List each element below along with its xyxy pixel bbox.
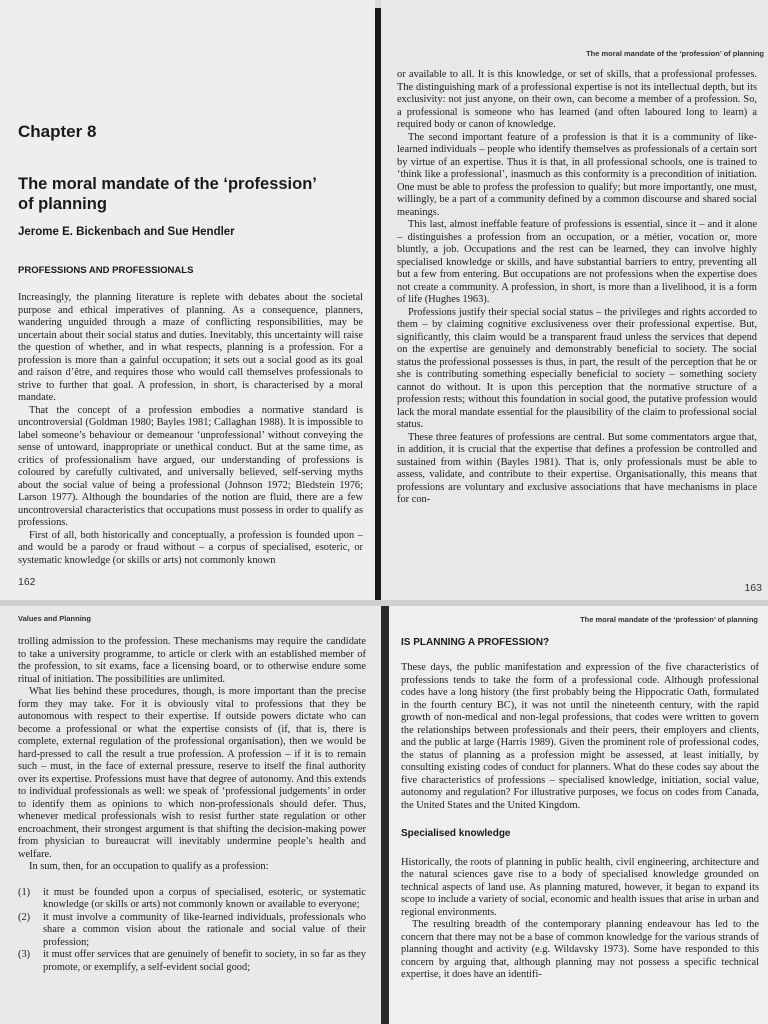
binding-gutter-bottom [381,606,389,1024]
page-165-body [401,662,759,982]
paragraph: The second important feature of a profession is that it is a community of like-learned individuals – people who identify themselves as professionals of a certain sort by virtue of an expertise. Thus it is that, in all professional schools, one is trained to ‘think like a professional’, inasmuch as this conformity is a precondition of initiation. One must be able to profess the profession to qualify; but more importantly, one must, willingly, be a part of a community defined by a common discourse and shared social meanings. [397,131,757,218]
page-162 [0,0,375,600]
section-heading-professions: PROFESSIONS AND PROFESSIONALS [18,265,194,276]
running-head: The moral mandate of the ‘profession’ of planning [580,615,758,624]
section-heading-planning-profession: IS PLANNING A PROFESSION? [401,637,550,648]
page-165 [389,606,768,1024]
chapter-title-line-2: of planning [18,195,107,213]
paragraph: In sum, then, for an occupation to qualify as a profession: [29,861,269,872]
list-item-number: (1) [18,886,31,898]
page-164-body [18,636,366,974]
chapter-authors: Jerome E. Bickenbach and Sue Hendler [18,226,235,238]
running-head: The moral mandate of the ‘profession’ of planning [586,49,764,58]
list-item-text: it must involve a community of like-learned individuals, professionals who share a common vision about the rationale and social value of their profession; [43,911,366,948]
chapter-label: Chapter 8 [18,122,97,141]
list-item-number: (2) [18,911,31,923]
subheading-specialised-knowledge: Specialised knowledge [401,828,511,839]
page-162-body [18,292,363,567]
paragraph: The resulting breadth of the contemporary planning endeavour has led to the concern that there may not be a base of common knowledge for the various strands of planning thought and activity (e.g. Wildavsky 1973). Some have responded to this concern by arguing that, although planning may not possess a specific technical expertise, it does have an identifi- [401,919,759,980]
paragraph: trolling admission to the profession. These mechanisms may require the candidate to take a university programme, to article or clerk with an established member of the profession, to sit exams, face a licensing board, or to otherwise endure some ritual of initiation. The possibilities are unlimited. [18,636,366,685]
list-item-number: (3) [18,949,31,960]
page-164 [0,606,381,1024]
list-item-text: it must offer services that are genuinely of benefit to society, in so far as they promote, or exemplify, a self-evident social good; [43,949,366,973]
binding-gutter-top [375,8,381,600]
paragraph: This last, almost ineffable feature of professions is essential, since it – and it alone – distinguishes a profession from an occupation, or a métier, vocation or, more bluntly, a job. Occupations and the rest can be learned, they can involve highly specialised knowledge or skills, and have substantial barriers to entry, preventing all but a few from entering. But occupations are not professions when the expertise does not create a community. A profession, in short, is more than a livelihood, it is a form of life (Hughes 1963). [397,219,757,305]
paragraph: That the concept of a profession embodies a normative standard is uncontroversial (Goldman 1980; Bayles 1981; Callaghan 1988). It is impossible to label someone’s behaviour or demeanour ‘unprofessional’ without conveying the sense of untoward, inappropriate or unethical conduct. But at the same time, as critics of professionalism have argued, our understanding of professions is coloured by carefully cultivated, and universally believed, self-serving myths about the social value of being a professional (Johnson 1972; Bledstein 1976; Larson 1977). Although the boundaries of the notion are fluid, there are a few uncontroversial characteristics that occupations must possess in order to qualify as professions. [18,404,363,528]
paragraph: What lies behind these procedures, though, is more important than the precise form they may take. For it is obviously vital to professions that they be autonomous with respect to their expertise. If outside powers dictate who can become a professional or what the expertise consists of (if, that is, there is complete, external regulation of the professional organisation), then we would be hard-pressed to call the result a true profession. A profession – if it is to remain such – must, in the face of external pressure, reserve to itself the final authority over its expertise. Professions must have that degree of autonomy. And this extends to individual professionals as well: we speak of ‘professional judgements’ in order to identify them as opinions to which non-professionals should defer. Thus, whenever medical professionals wish to resist further state regulation or other encroachment, their strongest argument is that shifting the decision-making power from physician to bureaucrat will inevitably undermine people’s health and welfare. [18,686,366,860]
criteria-list [18,887,366,975]
running-head: Values and Planning [18,614,91,623]
paragraph: First of all, both historically and conceptually, a profession is founded upon – and would be a parody or fraud without – a corpus of specialised, esoteric, or systematic knowledge (or skills or arts) not commonly known [18,529,363,566]
list-item [18,887,366,912]
paragraph: Increasingly, the planning literature is replete with debates about the societal purpose and ethical imperatives of planning. As a consequence, planners, wandering unguided through a maze of conflicting responsibilities, may be uncertain about their social status and duties. Inevitably, this uncertainty will raise the question of whether, and in what respects, planning is a profession. For a profession is more than a gainful occupation; it sets out a social good as its goal and raison d’être, and requires those who would call themselves professionals to strive to further that goal. A profession, in short, is characterised by a moral mandate. [18,292,363,403]
list-item [18,949,366,974]
page-163 [381,0,768,600]
paragraph: These days, the public manifestation and expression of the five characteristics of professions tends to take the form of a professional code. Although professional codes have a long history (the first probably being the Hippocratic Oath, formulated in the fourth century BC), it was not until the nineteenth century, with the rapid growth of non-medical and non-legal professions, that codes were written to govern the relationships between professionals and their peers, their employers and clients, and the public at large (Harris 1989). Given the prominent role of professional codes, the status of planning as a profession might be assessed, at least initially, by consulting existing codes of conduct for planners. What do these codes say about the five characteristics of professions – specialised knowledge, initiation, social value, autonomy and regulation? For illustrative purposes, we focus on codes from Canada, the United States and the United Kingdom. [401,662,759,811]
paragraph: These three features of professions are central. But some commentators argue that, in addition, it is crucial that the expertise that defines a profession be controlled and sustained from within (Bayles 1981). That is, only professionals must be able to assess, validate, and contribute to their expertise. Organisationally, this means that professions are voluntary and exclusive associations that have mechanisms in place for con- [397,431,757,505]
chapter-title [18,174,368,214]
paragraph: Historically, the roots of planning in public health, civil engineering, architecture and the natural sciences gave rise to a body of specialised knowledge grounded on technical aspects of land use. As planning matured, however, it began to expand its scope to include a variety of social, economic and health issues that arise in urban and regional environments. [401,856,759,918]
paragraph: or available to all. It is this knowledge, or set of skills, that a professional professes. The distinguishing mark of a professional expertise is not its intellectual depth, but its exclusivity: not just anyone, on their own, can become a member of a profession. So, a professional is someone who has learned (and often laboured long to learn) a required body or canon of knowledge. [397,69,757,130]
page-163-body [397,69,757,507]
page-number: 163 [744,582,762,594]
list-item-text: it must be founded upon a corpus of specialised, esoteric, or systematic knowledge (or skills or arts) not commonly known or available to everyone; [43,886,366,910]
page-number: 162 [18,576,36,588]
list-item [18,912,366,950]
chapter-title-line-1: The moral mandate of the ‘profession’ [18,175,317,193]
paragraph: Professions justify their special social status – the privileges and rights accorded to them – by claiming cognitive exclusiveness over their professional expertise. But, significantly, this claim would be a transparent fraud unless the services that depend on the expertise are genuinely and demonstrably beneficial to society. The social status the professional possesses is thus, in part, the result of the perception that he or she is contributing something especially beneficial to society – something society cannot do without. It is upon this perception that the normative structure of a profession rests; without this foundation in social good, the putative profession would lack the moral mandate essential for the plausibility of the claim to professional social status. [397,306,757,430]
